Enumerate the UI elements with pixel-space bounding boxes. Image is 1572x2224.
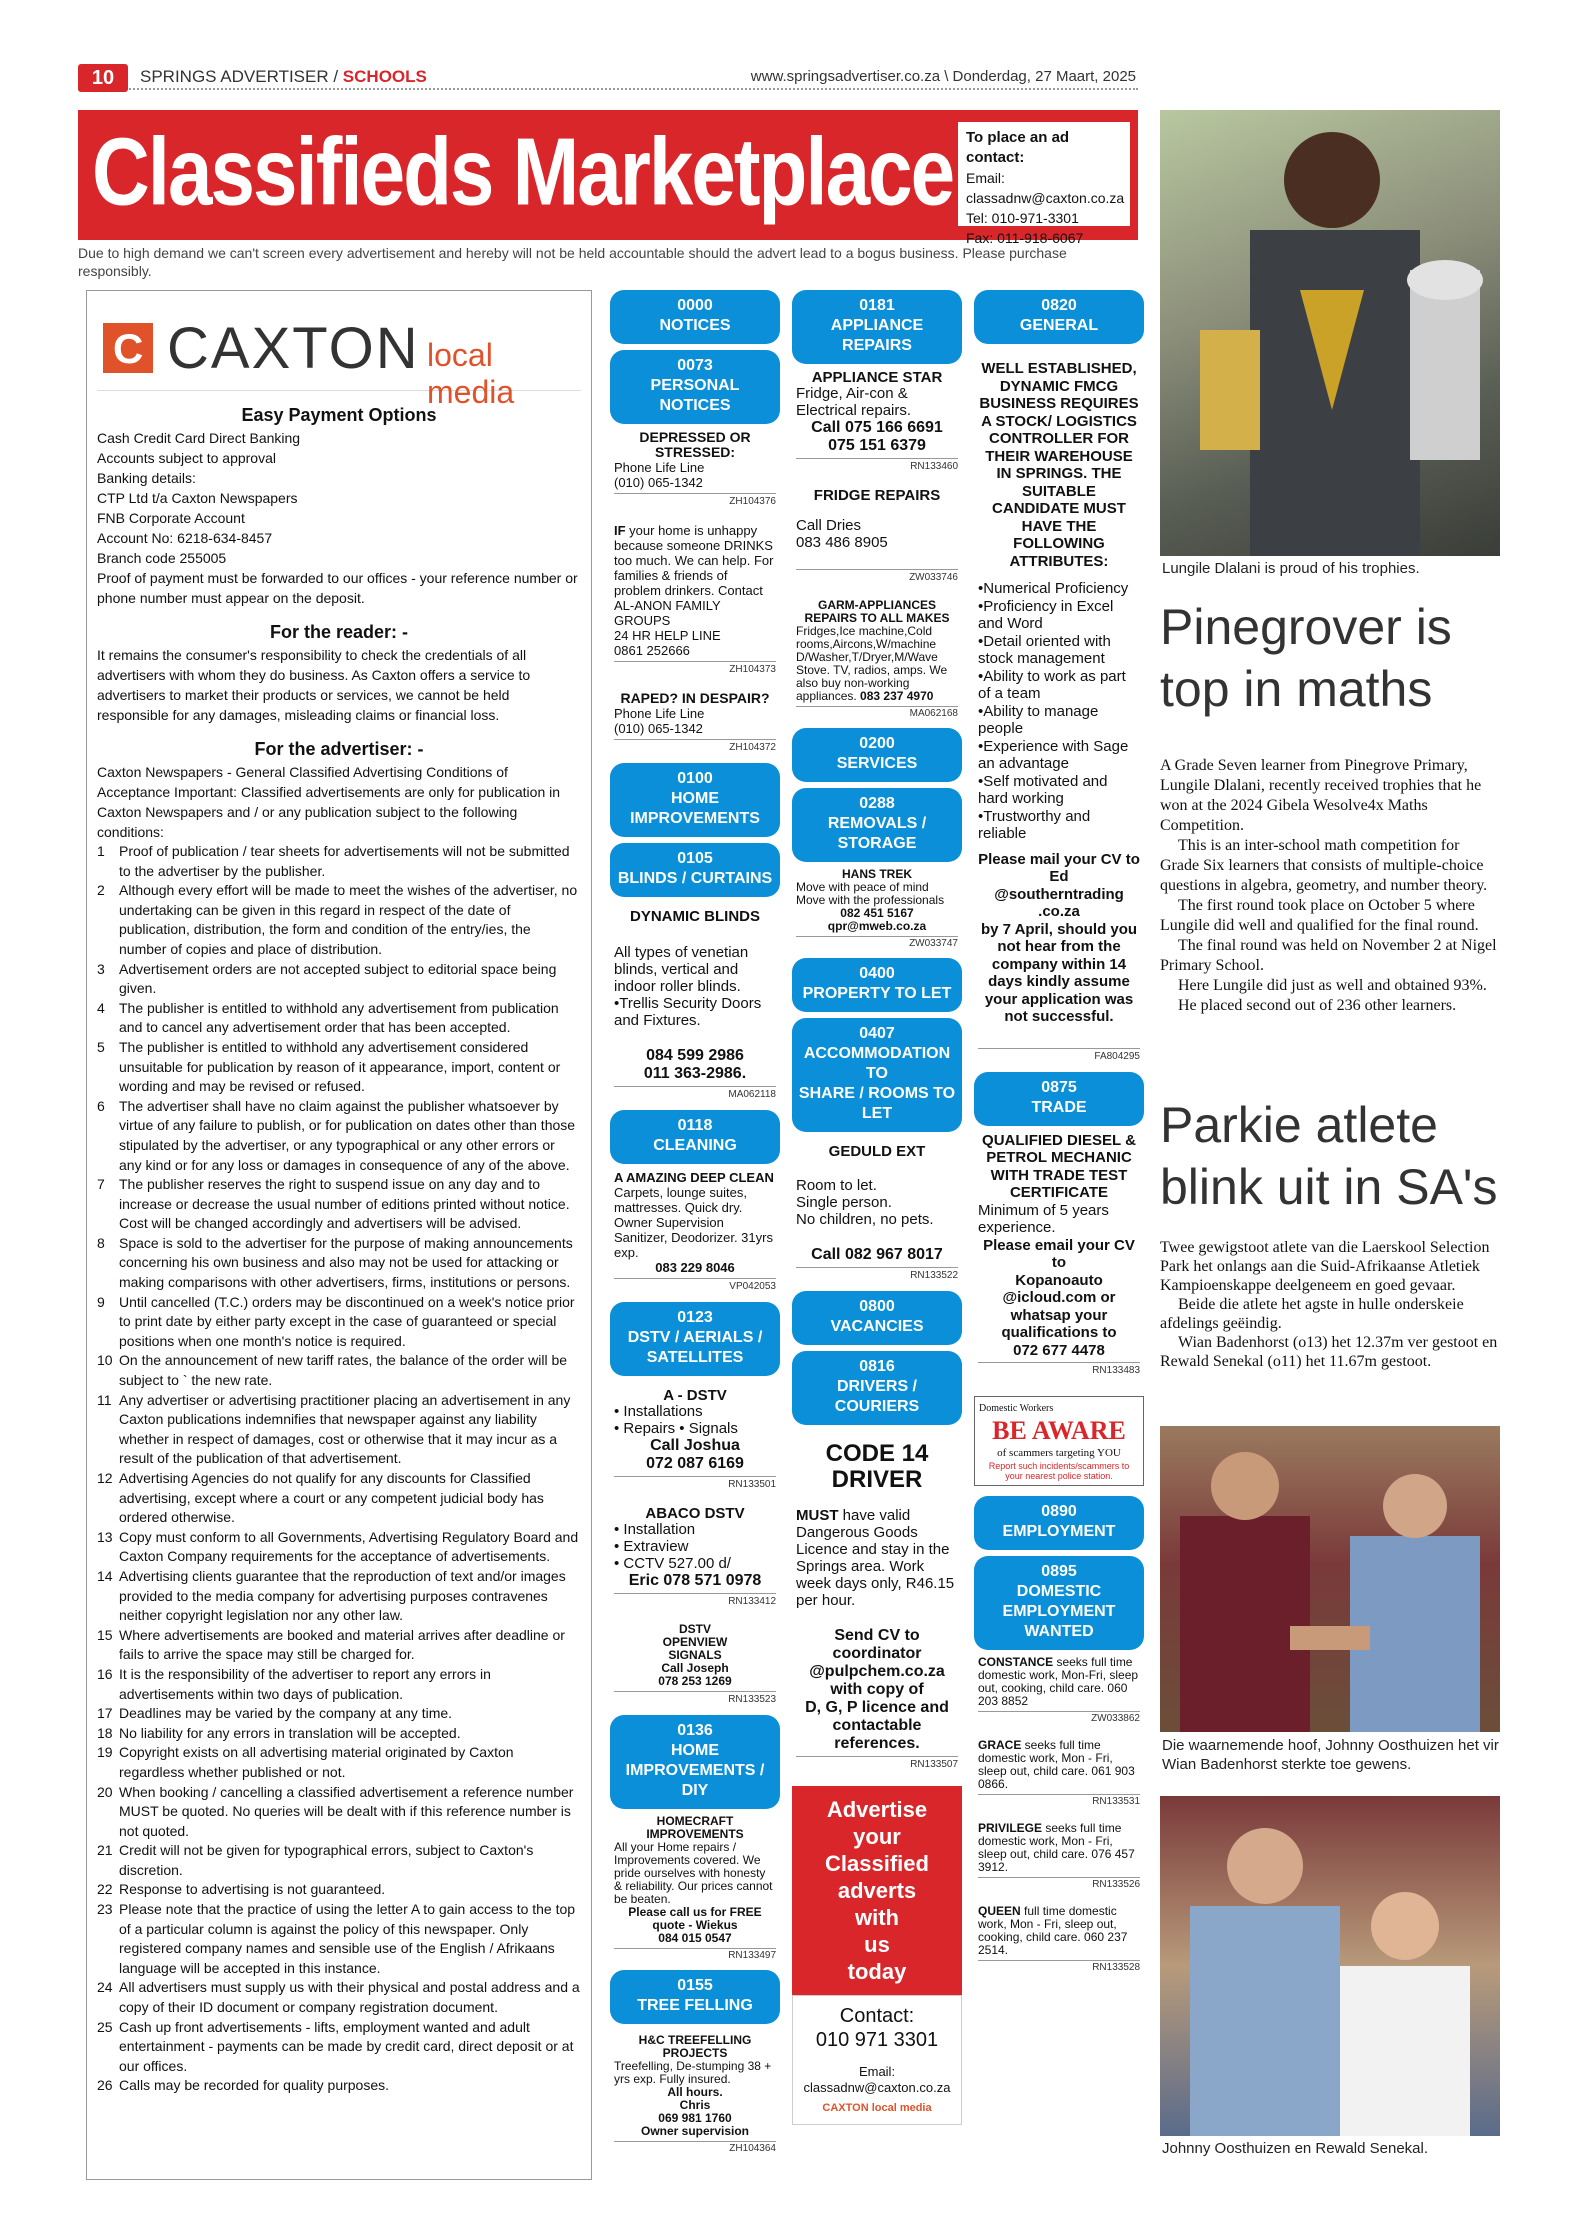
ad-fridge-repairs: FRIDGE REPAIRS Call Dries 083 486 8905 ZW033746	[796, 487, 958, 583]
condition-number: 15	[97, 1626, 113, 1643]
payment-heading: Easy Payment Options	[241, 405, 437, 425]
photo-caption-1: Lungile Dlalani is proud of his trophies.	[1162, 560, 1420, 577]
condition-number: 21	[97, 1842, 113, 1859]
category-header-0820[interactable]: 0820 GENERAL	[974, 290, 1144, 344]
condition-item	[97, 1097, 581, 1175]
ad-constance: CONSTANCE seeks full time domestic work, Mon-Fri, sleep out, cooking, child care. 060 203 8852 ZW033862	[978, 1655, 1140, 1724]
banner-title: Classifieds Marketplace	[92, 118, 954, 225]
story-paragraph: The final round was held on November 2 at Nigel Primary School.	[1160, 937, 1497, 974]
ad-grace: GRACE seeks full time domestic work, Mon - Fri, sleep out, child care. 061 903 0866. RN133531	[978, 1738, 1140, 1807]
condition-text: The publisher is entitled to withhold any advertisement from publication and to cancel any advertisement order that has been accepted.	[119, 999, 559, 1036]
url-date: www.springsadvertiser.co.za \ Donderdag, 27 Maart, 2025	[750, 68, 1136, 85]
category-header-0118[interactable]: 0118 CLEANING	[610, 1110, 780, 1164]
condition-item	[97, 1038, 581, 1097]
ad-code14-driver: CODE 14 DRIVER MUST have valid Dangerous Goods Licence and stay in the Springs area. Work week days only, R46.15 per hour. Send CV to coordinator @pulpchem.co.za with copy of D, G, P licence and contactable references. RN133507	[796, 1440, 958, 1770]
ad-a-dstv: A - DSTV • Installations • Repairs • Signals Call Joshua 072 087 6169 RN133501	[614, 1387, 776, 1490]
condition-number: 11	[97, 1391, 112, 1408]
ad-depressed: DEPRESSED OR STRESSED: Phone Life Line (010) 065-1342 ZH104376	[614, 429, 776, 507]
payment-line: FNB Corporate Account	[97, 510, 245, 526]
ad-appliance-star: APPLIANCE STAR Fridge, Air-con & Electrical repairs. Call 075 166 6691 075 151 6379 RN133460	[796, 369, 958, 472]
story-paragraph: This is an inter-school math competition for Grade Six learners that consists of multiple-choice questions in algebra, geometry, and number theory.	[1160, 837, 1488, 894]
condition-number: 12	[97, 1470, 113, 1486]
trophy-photo-illustration	[1160, 110, 1500, 556]
condition-number: 14	[97, 1567, 113, 1584]
condition-number: 24	[97, 1979, 113, 1996]
category-header-0895[interactable]: 0895 DOMESTIC EMPLOYMENT WANTED	[974, 1556, 1144, 1650]
contact-email[interactable]: Email: classadnw@caxton.co.za	[966, 170, 1125, 206]
caxton-logo-icon	[103, 323, 153, 373]
story-paragraph: The first round took place on October 5 where Lungile did well and qualified for the final round.	[1160, 897, 1479, 934]
condition-number: 16	[97, 1665, 113, 1682]
condition-item	[97, 1724, 581, 1744]
condition-number: 13	[97, 1528, 113, 1545]
handshake-photo-illustration-2	[1160, 1796, 1500, 2136]
condition-number: 4	[97, 999, 105, 1016]
ad-diesel-mechanic: QUALIFIED DIESEL & PETROL MECHANIC WITH TRADE TEST CERTIFICATE Minimum of 5 years experience. Please email your CV to Kopanoauto @icloud.com or whatsap your qualifications to 072 677 4478 RN133483	[978, 1131, 1140, 1376]
category-header-0890[interactable]: 0890 EMPLOYMENT	[974, 1496, 1144, 1550]
condition-text: The publisher is entitled to withhold any advertisement considered unsuitable for publication by reason of it appearance, import, content or wording and may be revised or refused.	[119, 1038, 561, 1095]
caxton-logo-name: CAXTON	[167, 316, 420, 381]
category-header-0800[interactable]: 0800 VACANCIES	[792, 1291, 962, 1345]
category-header-0288[interactable]: 0288 REMOVALS / STORAGE	[792, 788, 962, 862]
condition-text: Credit will not be given for typographical errors, subject to Caxton's discretion.	[119, 1842, 534, 1878]
ad-amazing-deep-clean: A AMAZING DEEP CLEAN Carpets, lounge suites, mattresses. Quick dry. Owner Supervision Sanitizer, Deodorizer. 31yrs exp. 083 229 8046 VP042053	[614, 1170, 776, 1292]
condition-item	[97, 960, 581, 999]
condition-text: The publisher reserves the right to suspend issue on any day and to increase or decrease the usual number of editions printed without notice. Cost will be changed accordingly and advertisers will be advised.	[119, 1176, 570, 1232]
condition-item	[97, 2076, 581, 2096]
contact-tel: Tel: 010-971-3301	[966, 210, 1079, 226]
payment-line: Banking details:	[97, 470, 196, 486]
category-header-0155[interactable]: 0155 TREE FELLING	[610, 1970, 780, 2024]
condition-text: Until cancelled (T.C.) orders may be discontinued on a week's notice prior to print date by either party except in the case of guaranteed or special positions when one month's notice is required.	[119, 1293, 575, 1349]
condition-number: 7	[97, 1176, 105, 1193]
condition-number: 19	[97, 1744, 113, 1761]
category-header-0123[interactable]: 0123 DSTV / AERIALS / SATELLITES	[610, 1302, 780, 1376]
photo-handshake-wian	[1160, 1426, 1500, 1732]
classifieds-column-1	[610, 290, 780, 2163]
condition-item	[97, 1665, 581, 1704]
ad-queen: QUEEN full time domestic work, Mon - Fri, sleep out, cooking, child care. 060 237 2514. RN133528	[978, 1904, 1140, 1973]
condition-text: When booking / cancelling a classified advertisement a reference number MUST be quoted. No queries will be dealt with if this reference number is not quoted.	[119, 1783, 574, 1839]
photo-lungile-trophies	[1160, 110, 1500, 556]
category-header-0400[interactable]: 0400 PROPERTY TO LET	[792, 958, 962, 1012]
classifieds-column-2	[792, 290, 962, 2125]
payment-line: CTP Ltd t/a Caxton Newspapers	[97, 490, 298, 506]
condition-text: Please note that the practice of using the letter A to gain access to the top of a particular column is against the policy of this newspaper. Only registered company names and sensible use of the English / Afrikaans language will be accepted in this instance.	[119, 1901, 576, 1976]
story-body-2	[1160, 1238, 1500, 1371]
condition-text: Deadlines may be varied by the company at any time.	[119, 1705, 453, 1722]
ad-dstv-openview: DSTV OPENVIEW SIGNALS Call Joseph 078 253 1269 RN133523	[610, 1617, 780, 1715]
conditions-list	[97, 842, 581, 2096]
category-header-0105[interactable]: 0105 BLINDS / CURTAINS	[610, 843, 780, 897]
condition-text: Cash up front advertisements - lifts, employment wanted and adult entertainment - payments can be made by credit card, direct deposit or at our offices.	[119, 2018, 574, 2074]
condition-text: No liability for any errors in translation will be accepted.	[119, 1724, 461, 1741]
section-label	[140, 64, 427, 90]
advertise-promo: Advertise your Classified adverts with us today	[792, 1786, 962, 1995]
condition-number: 1	[97, 843, 105, 859]
category-header-0000[interactable]: 0000 NOTICES	[610, 290, 780, 344]
condition-number: 23	[97, 1901, 113, 1918]
story-paragraph: Twee gewigstoot atlete van die Laerskool Selection Park het onlangs aan die Suid-Afrikaanse Atletiek Kampioenskappe deelgeneem en goed gevaar.	[1160, 1239, 1490, 1294]
payment-line: Accounts subject to approval	[97, 450, 276, 466]
condition-text: Response to advertising is not guaranteed.	[119, 1881, 386, 1898]
handshake-photo-illustration	[1160, 1426, 1500, 1732]
ad-geduld-ext: GEDULD EXT Room to let. Single person. No children, no pets. Call 082 967 8017 RN133522	[796, 1143, 958, 1281]
condition-item	[97, 1351, 581, 1390]
condition-item	[97, 1567, 581, 1626]
ad-abaco-dstv: ABACO DSTV • Installation • Extraview • CCTV 527.00 d/ Eric 078 571 0978 RN133412	[614, 1505, 776, 1607]
classifieds-column-3	[974, 290, 1144, 1982]
ad-alanon: IF your home is unhappy because someone DRINKS too much. We can help. For families & friends of problem drinkers. Contact AL-ANON FAMILY GROUPS 24 HR HELP LINE 0861 252666 ZH104373	[614, 523, 776, 675]
caxton-logo	[97, 301, 581, 410]
condition-text: Proof of publication / tear sheets for advertisements will not be submitted to the advertiser by the publisher.	[119, 843, 570, 879]
payment-line: Proof of payment must be forwarded to our offices - your reference number or phone number must appear on the deposit.	[97, 570, 578, 606]
photo-handshake-rewald	[1160, 1796, 1500, 2136]
story-paragraph: A Grade Seven learner from Pinegrove Primary, Lungile Dlalani, recently received trophies that he won at the 2024 Gibela Wesolve4x Maths Competition.	[1160, 757, 1482, 834]
condition-text: All advertisers must supply us with their physical and postal address and a copy of their ID document or company registration document.	[119, 1979, 580, 2016]
condition-item	[97, 1880, 581, 1900]
condition-number: 26	[97, 2077, 113, 2094]
condition-item	[97, 1704, 581, 1724]
story-paragraph: Beide die atlete het agste in hulle onderskeie afdelings geëindig.	[1160, 1296, 1464, 1332]
category-header-0200[interactable]: 0200 SERVICES	[792, 728, 962, 782]
condition-item	[97, 2018, 581, 2077]
condition-text: Copy must conform to all Governments, Advertising Regulatory Board and Caxton Company requirements for the acceptance of advertisements.	[119, 1528, 579, 1565]
caxton-logo-local: local media	[427, 337, 515, 410]
ad-garm-appliances: GARM-APPLIANCES REPAIRS TO ALL MAKES Fridges,Ice machine,Cold rooms,Aircons,W/machine D/Washer,T/Dryer,M/Wave Stove. TV, radios, amps. We also buy non-working appliances. 083 237 4970 MA062168	[796, 598, 958, 719]
condition-text: Advertising clients guarantee that the reproduction of text and/or images provided to the media company for advertising purposes contravenes neither copyright legislation nor any other law.	[119, 1567, 566, 1624]
category-header-0875[interactable]: 0875 TRADE	[974, 1072, 1144, 1126]
condition-number: 9	[97, 1293, 105, 1310]
condition-item	[97, 1841, 581, 1880]
condition-item	[97, 1978, 581, 2017]
caxton-small-logo: CAXTON local media	[822, 2102, 932, 2114]
ad-hc-treefelling: H&C TREEFELLING PROJECTS Treefelling, De-stumping 38 + yrs exp. Fully insured. All hours. Chris 069 981 1760 Owner supervision ZH104364	[614, 2033, 776, 2154]
condition-item	[97, 1234, 581, 1293]
condition-number: 20	[97, 1783, 113, 1800]
condition-number: 18	[97, 1724, 113, 1741]
condition-item	[97, 1528, 581, 1567]
page-number: 10	[78, 64, 128, 92]
condition-item	[97, 1469, 581, 1528]
ad-privilege: PRIVILEGE seeks full time domestic work, Mon - Fri, sleep out, child care. 076 457 3912. RN133526	[978, 1821, 1140, 1890]
condition-number: 8	[97, 1234, 105, 1251]
payment-lines	[97, 428, 581, 608]
advertiser-intro: Caxton Newspapers - General Classified Advertising Conditions of Acceptance Important: Classified advertisements are only for publication in Caxton Newspapers and / or any publication subject to the following conditions:	[97, 764, 561, 840]
photo-caption-2: Die waarnemende hoof, Johnny Oosthuizen het vir Wian Badenhorst sterkte toe gewens.	[1162, 1737, 1499, 1773]
condition-text: Space is sold to the advertiser for the purpose of making announcements concerning his own business and also may not be used for attacking or making comparisons with other advertisers, firms, institutions or persons.	[119, 1234, 573, 1291]
reader-text: It remains the consumer's responsibility to check the credentials of all advertisers with whom they do business. As Caxton offers a service to advertisers to market their products or services, we cannot be held responsible for any damages, misleading claims or financial loss.	[97, 647, 531, 723]
disclaimer: Due to high demand we can't screen every advertisement and hereby will not be held accountable should the advert lead to a bogus business. Please purchase responsibly.	[78, 245, 1067, 279]
condition-item	[97, 1175, 581, 1234]
category-header-0136[interactable]: 0136 HOME IMPROVEMENTS / DIY	[610, 1715, 780, 1809]
reader-heading: For the reader: -	[269, 622, 409, 642]
condition-item	[97, 1900, 581, 1978]
story-paragraph: He placed second out of 236 other learners.	[1178, 997, 1457, 1014]
payment-line: Branch code 255005	[97, 550, 227, 566]
condition-item	[97, 842, 581, 881]
condition-text: Any advertiser or advertising practitioner placing an advertisement in any Caxton publications indemnifies that newspaper against any liability whether in respect of damages, cost or otherwise that it may incur as a result of the publication of that advertisement.	[119, 1391, 571, 1467]
photo-caption-3: Johnny Oosthuizen en Rewald Senekal.	[1162, 2140, 1429, 2157]
condition-number: 6	[97, 1097, 105, 1114]
condition-number: 3	[97, 960, 105, 977]
ad-raped: RAPED? IN DESPAIR? Phone Life Line (010) 065-1342 ZH104372	[614, 690, 776, 753]
ad-fmcg-stock-controller: WELL ESTABLISHED, DYNAMIC FMCG BUSINESS REQUIRES A STOCK/ LOGISTICS CONTROLLER FOR THEIR WAREHOUSE IN SPRINGS. THE SUITABLE CANDIDATE MUST HAVE THE FOLLOWING ATTRIBUTES: •Numerical Proficiency •Proficiency in Excel and Word •Detail oriented with stock management •Ability to work as part of a team •Ability to manage people •Experience with Sage an advantage •Self motivated and hard working •Trustworthy and reliable Please mail your CV to Ed @southerntrading .co.za by 7 April, should you not hear from the company within 14 days kindly assume your application was not successful. FA804295	[978, 360, 1140, 1062]
condition-text: Advertisement orders are not accepted subject to editorial space being given.	[119, 960, 557, 997]
advertise-contact: Contact: 010 971 3301 Email: classadnw@caxton.co.za CAXTON local media	[792, 1995, 962, 2125]
story-paragraph: Here Lungile did just as well and obtained 93%.	[1178, 977, 1487, 994]
story-headline-2: Parkie atlete blink uit in SA's	[1160, 1097, 1498, 1215]
category-header-0816[interactable]: 0816 DRIVERS / COURIERS	[792, 1351, 962, 1425]
ad-dynamic-blinds: DYNAMIC BLINDS All types of venetian blinds, vertical and indoor roller blinds. •Trellis Security Doors and Fixtures. 084 599 2986 011 363-2986. MA062118	[614, 908, 776, 1100]
condition-number: 10	[97, 1352, 113, 1369]
advertiser-heading: For the advertiser: -	[254, 739, 424, 759]
condition-number: 17	[97, 1705, 113, 1722]
condition-number: 25	[97, 2018, 113, 2035]
payment-line: Cash Credit Card Direct Banking	[97, 430, 301, 446]
category-header-0407[interactable]: 0407 ACCOMMODATION TO SHARE / ROOMS TO LET	[792, 1018, 962, 1132]
story-paragraph: Wian Badenhorst (o13) het 12.37m ver gestoot en Rewald Senekal (o11) het 11.67m gestoot.	[1160, 1334, 1498, 1370]
condition-text: Calls may be recorded for quality purposes.	[119, 2077, 390, 2094]
condition-text: Advertising Agencies do not qualify for any discounts for Classified advertising, except where a court or any competent judicial body has ordered otherwise.	[119, 1470, 544, 1526]
condition-item	[97, 1626, 581, 1665]
condition-text: Copyright exists on all advertising material originated by Caxton regardless whether published or not.	[119, 1744, 514, 1780]
contact-fax: Fax: 011-918-6067	[966, 230, 1084, 246]
condition-text: On the announcement of new tariff rates, the balance of the order will be subject to ` the new rate.	[119, 1352, 568, 1389]
category-header-0100[interactable]: 0100 HOME IMPROVEMENTS	[610, 763, 780, 837]
caxton-terms-box	[86, 290, 592, 2180]
be-aware-notice: Domestic Workers BE AWARE of scammers targeting YOU Report such incidents/scammers to your nearest police station.	[974, 1396, 1144, 1486]
publication-name: SPRINGS ADVERTISER /	[140, 67, 343, 86]
condition-item	[97, 1391, 581, 1469]
story-body-1	[1160, 756, 1500, 1016]
condition-text: The advertiser shall have no claim against the publisher whatsoever by virtue of any failure to publish, or for publication on dates other than those stipulated by the advertiser, or any typographical or any other errors or any kind or for any loss or damages in consequence of any of the above.	[119, 1097, 576, 1173]
ad-homecraft: HOMECRAFT IMPROVEMENTS All your Home repairs / Improvements covered. We pride ourselves with honesty & reliability. Our prices cannot be beaten. Please call us for FREE quote - Wiekus 084 015 0547 RN133497	[614, 1814, 776, 1961]
condition-number: 2	[97, 882, 105, 899]
condition-number: 5	[97, 1038, 105, 1055]
condition-item	[97, 1293, 581, 1352]
ad-hans-trek: HANS TREK Move with peace of mind Move with the professionals 082 451 5167 qpr@mweb.co.za ZW033747	[796, 867, 958, 949]
condition-item	[97, 1783, 581, 1842]
category-header-0181[interactable]: 0181 APPLIANCE REPAIRS	[792, 290, 962, 364]
payment-line: Account No: 6218-634-8457	[97, 530, 273, 546]
condition-item	[97, 999, 581, 1038]
condition-item	[97, 881, 581, 959]
condition-text: Although every effort will be made to meet the wishes of the advertiser, no undertaking can be given in this regard in respect of the date of publication, distribution, the form and condition of the entry/ies, the number of copies and place of distribution.	[119, 882, 578, 957]
condition-text: Where advertisements are booked and material arrives after deadline or fails to arrive the space may still be charged for.	[119, 1626, 565, 1663]
condition-number: 22	[97, 1881, 113, 1898]
ad-contact-box	[958, 122, 1130, 246]
category-header-0073[interactable]: 0073 PERSONAL NOTICES	[610, 350, 780, 424]
story-headline-1: Pinegrover is top in maths	[1160, 599, 1452, 717]
section-name: SCHOOLS	[342, 67, 427, 86]
condition-text: It is the responsibility of the advertiser to report any errors in advertisements within two days of publication.	[119, 1665, 491, 1702]
contact-heading: To place an ad contact:	[966, 129, 1070, 166]
condition-item	[97, 1743, 581, 1782]
